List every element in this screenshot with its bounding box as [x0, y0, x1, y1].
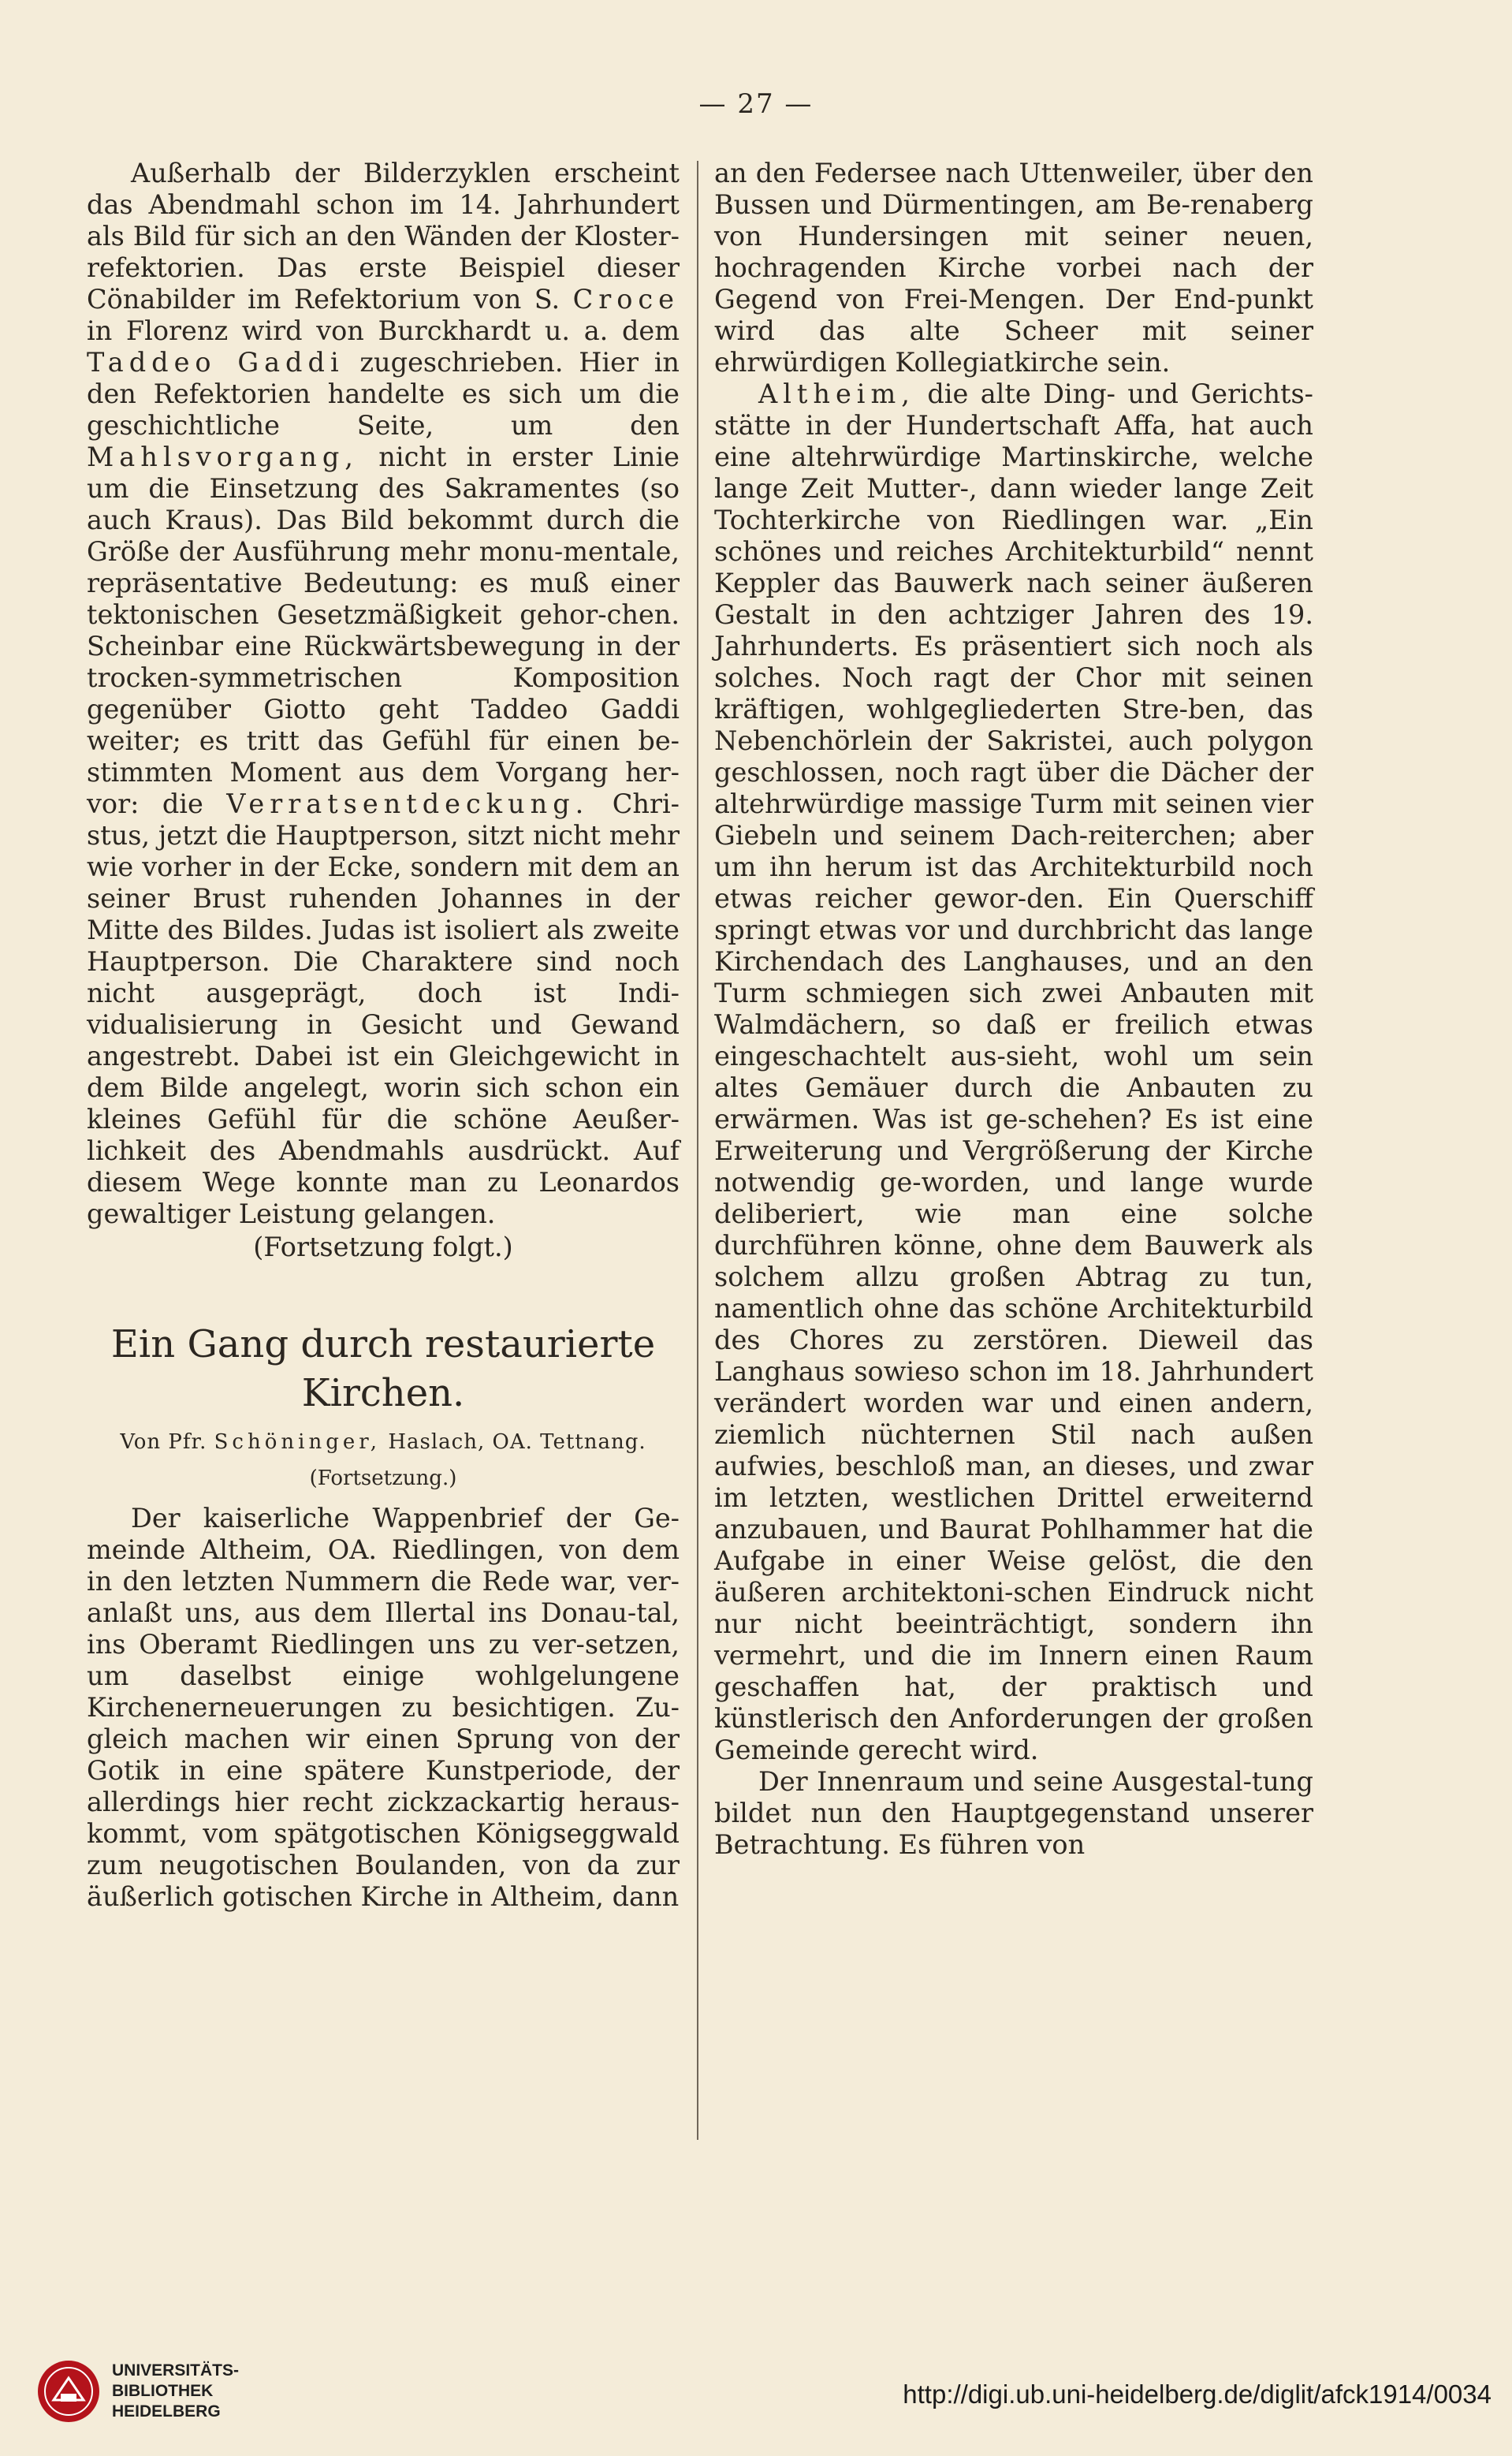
byline-author: Schöninger,: [214, 1430, 382, 1454]
paragraph-innenraum: Der Innenraum und seine Ausgestal-tung bildet nun den Hauptgegenstand unserer Betrachtung. Es führen von: [714, 1766, 1313, 1860]
article-title: [87, 1320, 680, 1418]
text-run: Chri-stus, jetzt die Hauptperson, sitzt nicht mehr wie vorher in der Ecke, sondern mit dem an seiner Brust ruhenden Johannes in der Mitte des Bildes. Judas ist isoliert als zweite Hauptperson. Die Charaktere sind noch nicht ausgeprägt, doch ist Indi-vidualisierung in Gesicht und Gewand angestrebt. Dabei ist ein Gleichgewicht in dem Bilde angelegt, worin sich schon ein kleines Gefühl für die schöne Aeußer-lichkeit des Abendmahls ausdrückt. Auf diesem Wege konnte man zu Leonardos gewaltiger Leistung gelangen.: [87, 788, 680, 1229]
text-run: zugeschrieben. Hier in den Refektorien handelte es sich um die geschichtliche Seite, um den: [87, 347, 680, 441]
article-byline: [87, 1429, 680, 1455]
spaced-name-taddeo-gaddi: Taddeo Gaddi: [87, 347, 344, 378]
library-name-line: UNIVERSITÄTS-: [112, 2361, 240, 2380]
continuation-note: (Fortsetzung folgt.): [253, 1232, 513, 1262]
library-name-line: HEIDELBERG: [112, 2402, 221, 2421]
page-number: — 27 —: [698, 88, 814, 120]
column-divider: [697, 161, 698, 2140]
paragraph-wappenbrief: Der kaiserliche Wappenbrief der Ge-meinde Altheim, OA. Riedlingen, von dem in den letzten Nummern die Rede war, ver-anlaßt uns, aus dem Illertal ins Donau-tal, ins Oberamt Riedlingen uns zu ver-setzen, um daselbst einige wohlgelungene Kirchenerneuerungen zu besichtigen. Zu-gleich machen wir einen Sprung von der Gotik in eine spätere Kunstperiode, der allerdings hier recht zickzackartig heraus-kommt, vom spätgotischen Königseggwald zum neugotischen Boulanden, von da zur äußerlich gotischen Kirche in Altheim, dann: [87, 1503, 680, 1912]
spaced-term-mahlsvorgang: Mahlsvorgang,: [87, 442, 359, 472]
spaced-term-verratsentdeckung: Verratsentdeckung.: [226, 788, 590, 819]
article-title-line-2: Kirchen.: [301, 1371, 465, 1415]
text-run: die alte Ding- und Gerichts-stätte in der Hundertschaft Affa, hat auch eine altehrwürdige Martinskirche, welche lange Zeit Mutter-, dann wieder lange Zeit Tochterkirche von Riedlingen war. „Ein schönes und reiches Architekturbild“ nennt Keppler das Bauwerk nach seiner äußeren Gestalt in den achtziger Jahren des 19. Jahrhunderts. Es präsentiert sich noch als solches. Noch ragt der Chor mit seinen kräftigen, wohlgegliederten Stre-ben, das Nebenchörlein der Sakristei, auch polygon geschlossen, noch ragt über die Dächer der altehrwürdige massige Turm mit seinen vier Giebeln und seinem Dach-reiterchen; aber um ihn herum ist das Architekturbild noch etwas reicher gewor-den. Ein Querschiff springt etwas vor und durchbricht das lange Kirchendach des Langhauses, und an den Turm schmiegen sich zwei Anbauten mit Walmdächern, so daß er freilich etwas eingeschachtelt aus-sieht, wohl um sein altes Gemäuer durch die Anbauten zu erwärmen. Was ist ge-schehen? Es ist eine Erweiterung und Vergrößerung der Kirche notwendig ge-worden, und lange wurde deliberiert, wie man eine solche durchführen könne, ohne dem Bauwerk als solchem allzu großen Abtrag zu tun, namentlich ohne das schöne Architekturbild des Chores zu zerstören. Dieweil das Langhaus sowieso schon im 18. Jahrhundert verändert worden war und einen andern, ziemlich nüchternen Stil nach außen aufwies, beschloß man, an dieses, und zwar im letzten, westlichen Drittel erweiternd anzubauen, und Baurat Pohlhammer hat die Aufgabe in einer Weise gelöst, die den äußeren architektoni-schen Eindruck nicht nur nicht beeinträchtigt, sondern ihn vermehrt, und die im Innern einen Raum geschaffen hat, der praktisch und künstlerisch den Anforderungen der großen Gemeinde gerecht wird.: [714, 378, 1313, 1765]
paragraph-abendmahl: [87, 158, 680, 1230]
source-url-link[interactable]: http://digi.ub.uni-heidelberg.de/diglit/afck1914/0034: [903, 2380, 1492, 2409]
text-run: Außerhalb der Bilderzyklen erscheint das Abendmahl schon im 14. Jahrhundert als Bild für sich an den Wänden der Kloster-refektorien. Das erste Beispiel dieser Cönabilder im Refektorium von S.: [87, 158, 680, 315]
spaced-name-altheim: Altheim,: [758, 378, 915, 409]
continued-label: (Fortsetzung.): [309, 1467, 457, 1490]
library-name-line: BIBLIOTHEK: [112, 2382, 214, 2400]
byline-prefix: Von Pfr.: [120, 1430, 207, 1454]
right-column: [714, 158, 1313, 1861]
article-title-line-1: Ein Gang durch restaurierte: [110, 1322, 656, 1366]
paragraph-altheim: [714, 378, 1313, 1766]
text-run: in Florenz wird von Burckhardt u. a. dem: [87, 315, 680, 346]
text-run: nicht in erster Linie um die Einsetzung des Sakramentes (so auch Kraus). Das Bild bekommt durch die Größe der Ausführung mehr monu-mentale, repräsentative Bedeutung: es muß einer tektonischen Gesetzmäßigkeit gehor-chen. Scheinbar eine Rückwärtsbewegung in der trocken-symmetrischen Komposition gegenüber Giotto geht Taddeo Gaddi weiter; es tritt das Gefühl für einen be-stimmten Moment aus dem Vorgang her-vor: die: [87, 442, 680, 819]
paragraph-federsee: an den Federsee nach Uttenweiler, über den Bussen und Dürmentingen, am Be-renaberg von Hundersingen mit seiner neuen, hochragenden Kirche vorbei nach der Gegend von Frei-Mengen. Der End-punkt wird das alte Scheer mit seiner ehrwürdigen Kollegiatkirche sein.: [714, 158, 1313, 378]
left-column: [87, 158, 680, 1913]
byline-place: Haslach, OA. Tettnang.: [388, 1430, 646, 1454]
library-name: [112, 2361, 239, 2422]
library-seal-icon: [36, 2359, 101, 2424]
library-logo[interactable]: [36, 2359, 239, 2424]
spaced-name-croce: Croce: [572, 284, 680, 315]
